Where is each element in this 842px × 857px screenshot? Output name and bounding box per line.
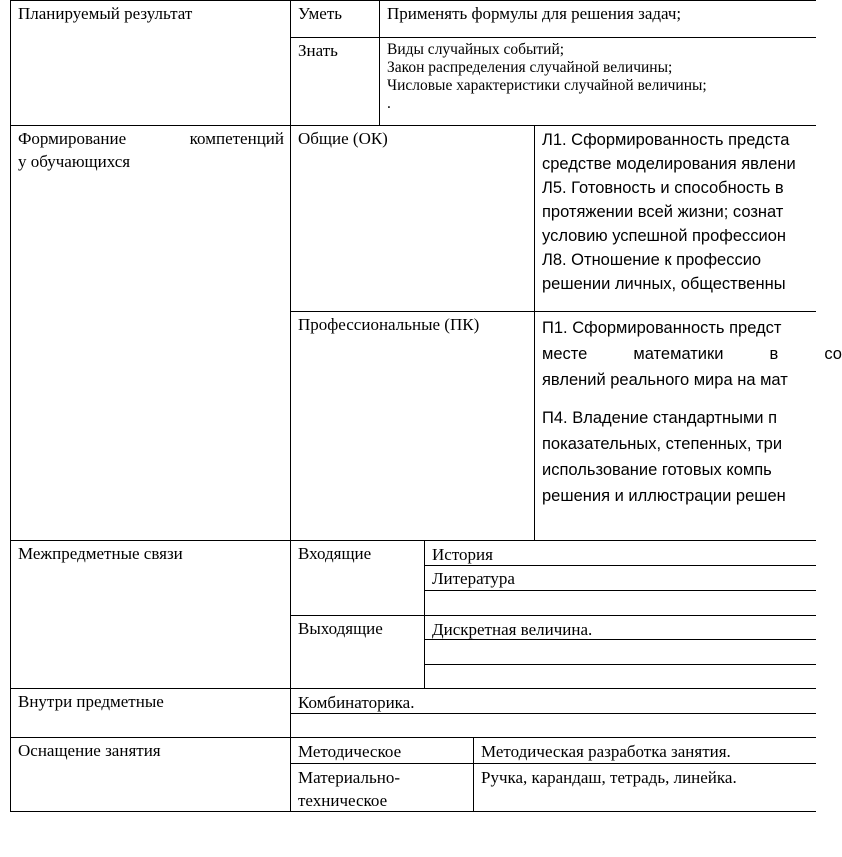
professional-value-cell xyxy=(534,311,842,541)
outgoing-item-cell-1 xyxy=(424,615,816,640)
general-line-5: условию успешной профессион xyxy=(542,227,787,245)
equipment-label-cell xyxy=(10,737,291,812)
competence-label-line-1 xyxy=(18,127,284,150)
p1-word-4: со xyxy=(824,345,842,363)
outgoing-item-cell-3 xyxy=(424,664,816,689)
skill-label-cell xyxy=(290,0,380,38)
incoming-item-cell-1 xyxy=(424,540,816,566)
methodical-label-cell xyxy=(290,737,474,764)
know-label-cell xyxy=(290,37,380,126)
equipment-label: Оснащение занятия xyxy=(18,741,161,760)
intradisciplinary-item-cell-1 xyxy=(290,688,816,714)
general-line-6: Л8. Отношение к профессио xyxy=(542,251,762,269)
skill-value: Применять формулы для решения задач; xyxy=(387,4,682,23)
p1-line-2 xyxy=(542,341,842,367)
know-label: Знать xyxy=(298,41,338,60)
competence-label-line-2: у обучающихся xyxy=(18,152,131,171)
skill-value-cell xyxy=(379,0,816,38)
p4-line-4: решения и иллюстрации решен xyxy=(542,487,786,505)
incoming-label: Входящие xyxy=(298,544,372,563)
material-label-line-2: техническое xyxy=(298,791,388,810)
competence-word-2: компетенций xyxy=(189,129,284,148)
outgoing-item-cell-2 xyxy=(424,639,816,665)
incoming-label-cell xyxy=(290,540,425,616)
general-label-cell xyxy=(290,125,535,312)
methodical-value-cell xyxy=(473,737,816,764)
general-line-4: протяжении всей жизни; сознат xyxy=(542,203,784,221)
incoming-item-1: История xyxy=(432,545,493,564)
paragraph-gap xyxy=(542,393,809,405)
outgoing-item-1: Дискретная величина. xyxy=(432,620,593,639)
know-line-2: Закон распределения случайной величины; xyxy=(387,59,673,76)
know-line-1: Виды случайных событий; xyxy=(387,41,565,58)
p4-line-2: показательных, степенных, три xyxy=(542,435,783,453)
p1-word-1: месте xyxy=(542,345,588,363)
general-line-1: Л1. Сформированность предста xyxy=(542,131,790,149)
incoming-item-cell-3 xyxy=(424,590,816,616)
p1-line-1: П1. Сформированность предст xyxy=(542,319,782,337)
material-value: Ручка, карандаш, тетрадь, линейка. xyxy=(481,768,737,787)
intradisciplinary-item-cell-2 xyxy=(290,713,816,738)
p1-word-3: в xyxy=(769,345,779,363)
interdisciplinary-label-cell xyxy=(10,540,291,689)
p1-line-3: явлений реального мира на мат xyxy=(542,371,788,389)
competence-label-cell xyxy=(10,125,291,541)
intradisciplinary-item-1: Комбинаторика. xyxy=(298,693,415,712)
incoming-item-cell-2 xyxy=(424,565,816,591)
general-value-cell xyxy=(534,125,816,312)
material-value-cell xyxy=(473,763,816,812)
planned-result-label-cell xyxy=(10,0,291,126)
methodical-value: Методическая разработка занятия. xyxy=(481,742,731,761)
competence-word-1: Формирование xyxy=(18,129,127,148)
interdisciplinary-label: Межпредметные связи xyxy=(18,544,183,563)
skill-label: Уметь xyxy=(298,4,343,23)
p4-line-1: П4. Владение стандартными п xyxy=(542,409,778,427)
general-line-7: решении личных, общественны xyxy=(542,275,786,293)
methodical-label: Методическое xyxy=(298,742,402,761)
professional-label-cell xyxy=(290,311,535,541)
general-line-2: средстве моделирования явлени xyxy=(542,155,796,173)
p4-line-3: использование готовых компь xyxy=(542,461,772,479)
p1-word-2: математики xyxy=(633,345,724,363)
professional-label: Профессиональные (ПК) xyxy=(298,315,480,334)
material-label-cell xyxy=(290,763,474,812)
incoming-item-2: Литература xyxy=(432,569,515,588)
know-line-4: . xyxy=(387,95,391,112)
outgoing-label-cell xyxy=(290,615,425,689)
intradisciplinary-label-cell xyxy=(10,688,291,738)
know-line-3: Числовые характеристики случайной величины; xyxy=(387,77,707,94)
material-label-line-1: Материально- xyxy=(298,768,400,787)
general-line-3: Л5. Готовность и способность в xyxy=(542,179,784,197)
general-label: Общие (ОК) xyxy=(298,129,388,148)
know-value-cell xyxy=(379,37,816,126)
intradisciplinary-label: Внутри предметные xyxy=(18,692,164,711)
outgoing-label: Выходящие xyxy=(298,619,383,638)
planned-result-label: Планируемый результат xyxy=(18,4,193,23)
